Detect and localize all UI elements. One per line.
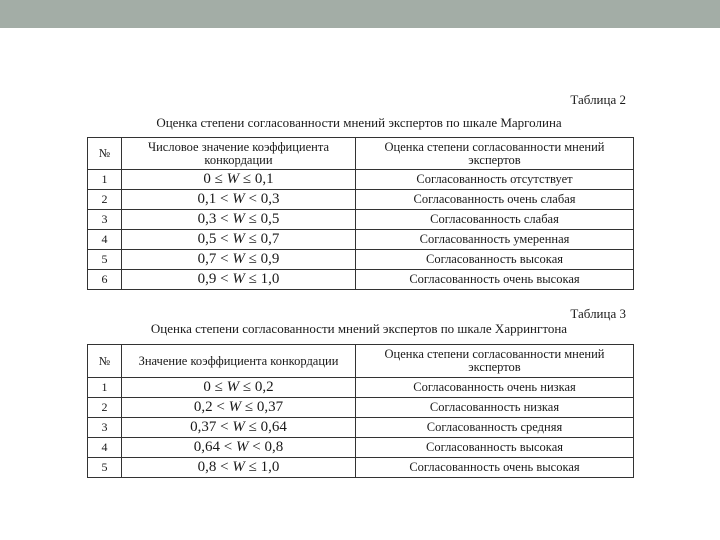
- range-variable: W: [226, 171, 240, 187]
- range-formula: [198, 271, 280, 287]
- assessment-cell: Согласованность средняя: [356, 418, 634, 438]
- row-number: 2: [88, 398, 122, 418]
- row-number: 1: [88, 170, 122, 190]
- row-number: 3: [88, 210, 122, 230]
- assessment-cell: Согласованность очень низкая: [356, 378, 634, 398]
- assessment-cell: Согласованность умеренная: [356, 230, 634, 250]
- coefficient-range: [122, 250, 356, 270]
- range-upper: < 0,3: [244, 191, 280, 207]
- range-lower: 0,3 <: [197, 211, 233, 227]
- range-lower: 0,2 <: [193, 399, 229, 415]
- row-number: 1: [88, 378, 122, 398]
- range-formula: [203, 379, 273, 395]
- range-lower: 0,8 <: [197, 459, 233, 475]
- range-upper: < 0,8: [248, 439, 284, 455]
- table-row: [88, 418, 634, 438]
- range-formula: [198, 211, 280, 227]
- table-row: [88, 438, 634, 458]
- range-variable: W: [236, 439, 249, 455]
- assessment-cell: Согласованность слабая: [356, 210, 634, 230]
- range-lower: 0,37 <: [190, 419, 233, 435]
- range-upper: ≤ 1,0: [244, 271, 280, 287]
- range-lower: 0,1 <: [197, 191, 233, 207]
- table2: [87, 137, 634, 290]
- table-row: [88, 210, 634, 230]
- range-variable: W: [232, 419, 245, 435]
- row-number: 4: [88, 230, 122, 250]
- table-row: [88, 170, 634, 190]
- table-row: [88, 230, 634, 250]
- range-variable: W: [228, 399, 242, 415]
- coefficient-range: [122, 398, 356, 418]
- coefficient-range: [122, 170, 356, 190]
- table3-header-number: №: [88, 345, 122, 378]
- range-lower: 0 ≤: [203, 171, 227, 187]
- coefficient-range: [122, 210, 356, 230]
- table2-header-coefficient: Числовое значение коэффициента конкордации: [122, 138, 356, 170]
- coefficient-range: [122, 378, 356, 398]
- assessment-cell: Согласованность очень высокая: [356, 270, 634, 290]
- coefficient-range: [122, 270, 356, 290]
- table-row: [88, 270, 634, 290]
- range-formula: [203, 171, 273, 187]
- range-upper: ≤ 0,7: [244, 231, 280, 247]
- slide-top-bar: [0, 0, 720, 28]
- coefficient-range: [122, 418, 356, 438]
- range-upper: ≤ 0,64: [244, 419, 287, 435]
- table-row: [88, 378, 634, 398]
- table2-label: Таблица 2: [570, 92, 626, 107]
- table2-header-assessment: Оценка степени согласованности мнений экспертов: [356, 138, 634, 170]
- range-variable: W: [232, 459, 245, 475]
- assessment-cell: Согласованность очень высокая: [356, 458, 634, 478]
- table3-label: Таблица 3: [570, 306, 626, 321]
- row-number: 3: [88, 418, 122, 438]
- assessment-cell: Согласованность очень слабая: [356, 190, 634, 210]
- range-variable: W: [226, 379, 240, 395]
- range-upper: ≤ 0,5: [244, 211, 280, 227]
- range-upper: ≤ 0,2: [239, 379, 274, 395]
- range-variable: W: [232, 271, 245, 287]
- range-formula: [190, 419, 287, 435]
- table-row: [88, 250, 634, 270]
- row-number: 6: [88, 270, 122, 290]
- assessment-cell: Согласованность высокая: [356, 438, 634, 458]
- range-lower: 0,5 <: [197, 231, 233, 247]
- range-upper: ≤ 1,0: [244, 459, 280, 475]
- range-formula: [194, 439, 283, 455]
- table3: [87, 344, 634, 478]
- assessment-cell: Согласованность высокая: [356, 250, 634, 270]
- range-lower: 0,7 <: [197, 251, 233, 267]
- table-row: [88, 398, 634, 418]
- row-number: 4: [88, 438, 122, 458]
- coefficient-range: [122, 190, 356, 210]
- row-number: 5: [88, 458, 122, 478]
- range-formula: [198, 251, 280, 267]
- range-upper: ≤ 0,9: [244, 251, 280, 267]
- range-formula: [198, 459, 280, 475]
- range-upper: ≤ 0,1: [239, 171, 274, 187]
- range-variable: W: [232, 231, 245, 247]
- table2-header-row: [88, 138, 634, 170]
- table3-title: Оценка степени согласованности мнений экспертов по шкале Харрингтона: [150, 321, 568, 336]
- table-row: [88, 190, 634, 210]
- range-upper: ≤ 0,37: [241, 399, 284, 415]
- assessment-cell: Согласованность низкая: [356, 398, 634, 418]
- coefficient-range: [122, 230, 356, 250]
- range-formula: [194, 399, 283, 415]
- table-row: [88, 458, 634, 478]
- range-lower: 0,9 <: [197, 271, 233, 287]
- table3-header-assessment: Оценка степени согласованности мнений экспертов: [356, 345, 634, 378]
- range-variable: W: [232, 211, 245, 227]
- table2-header-number: №: [88, 138, 122, 170]
- range-variable: W: [232, 251, 245, 267]
- table2-title: Оценка степени согласованности мнений экспертов по шкале Марголина: [156, 115, 562, 130]
- row-number: 5: [88, 250, 122, 270]
- range-lower: 0,64 <: [193, 439, 236, 455]
- table3-header-row: [88, 345, 634, 378]
- range-variable: W: [232, 191, 245, 207]
- coefficient-range: [122, 458, 356, 478]
- table3-header-coefficient: Значение коэффициента конкордации: [122, 345, 356, 378]
- row-number: 2: [88, 190, 122, 210]
- coefficient-range: [122, 438, 356, 458]
- range-formula: [198, 231, 280, 247]
- assessment-cell: Согласованность отсутствует: [356, 170, 634, 190]
- range-formula: [198, 191, 280, 207]
- range-lower: 0 ≤: [203, 379, 227, 395]
